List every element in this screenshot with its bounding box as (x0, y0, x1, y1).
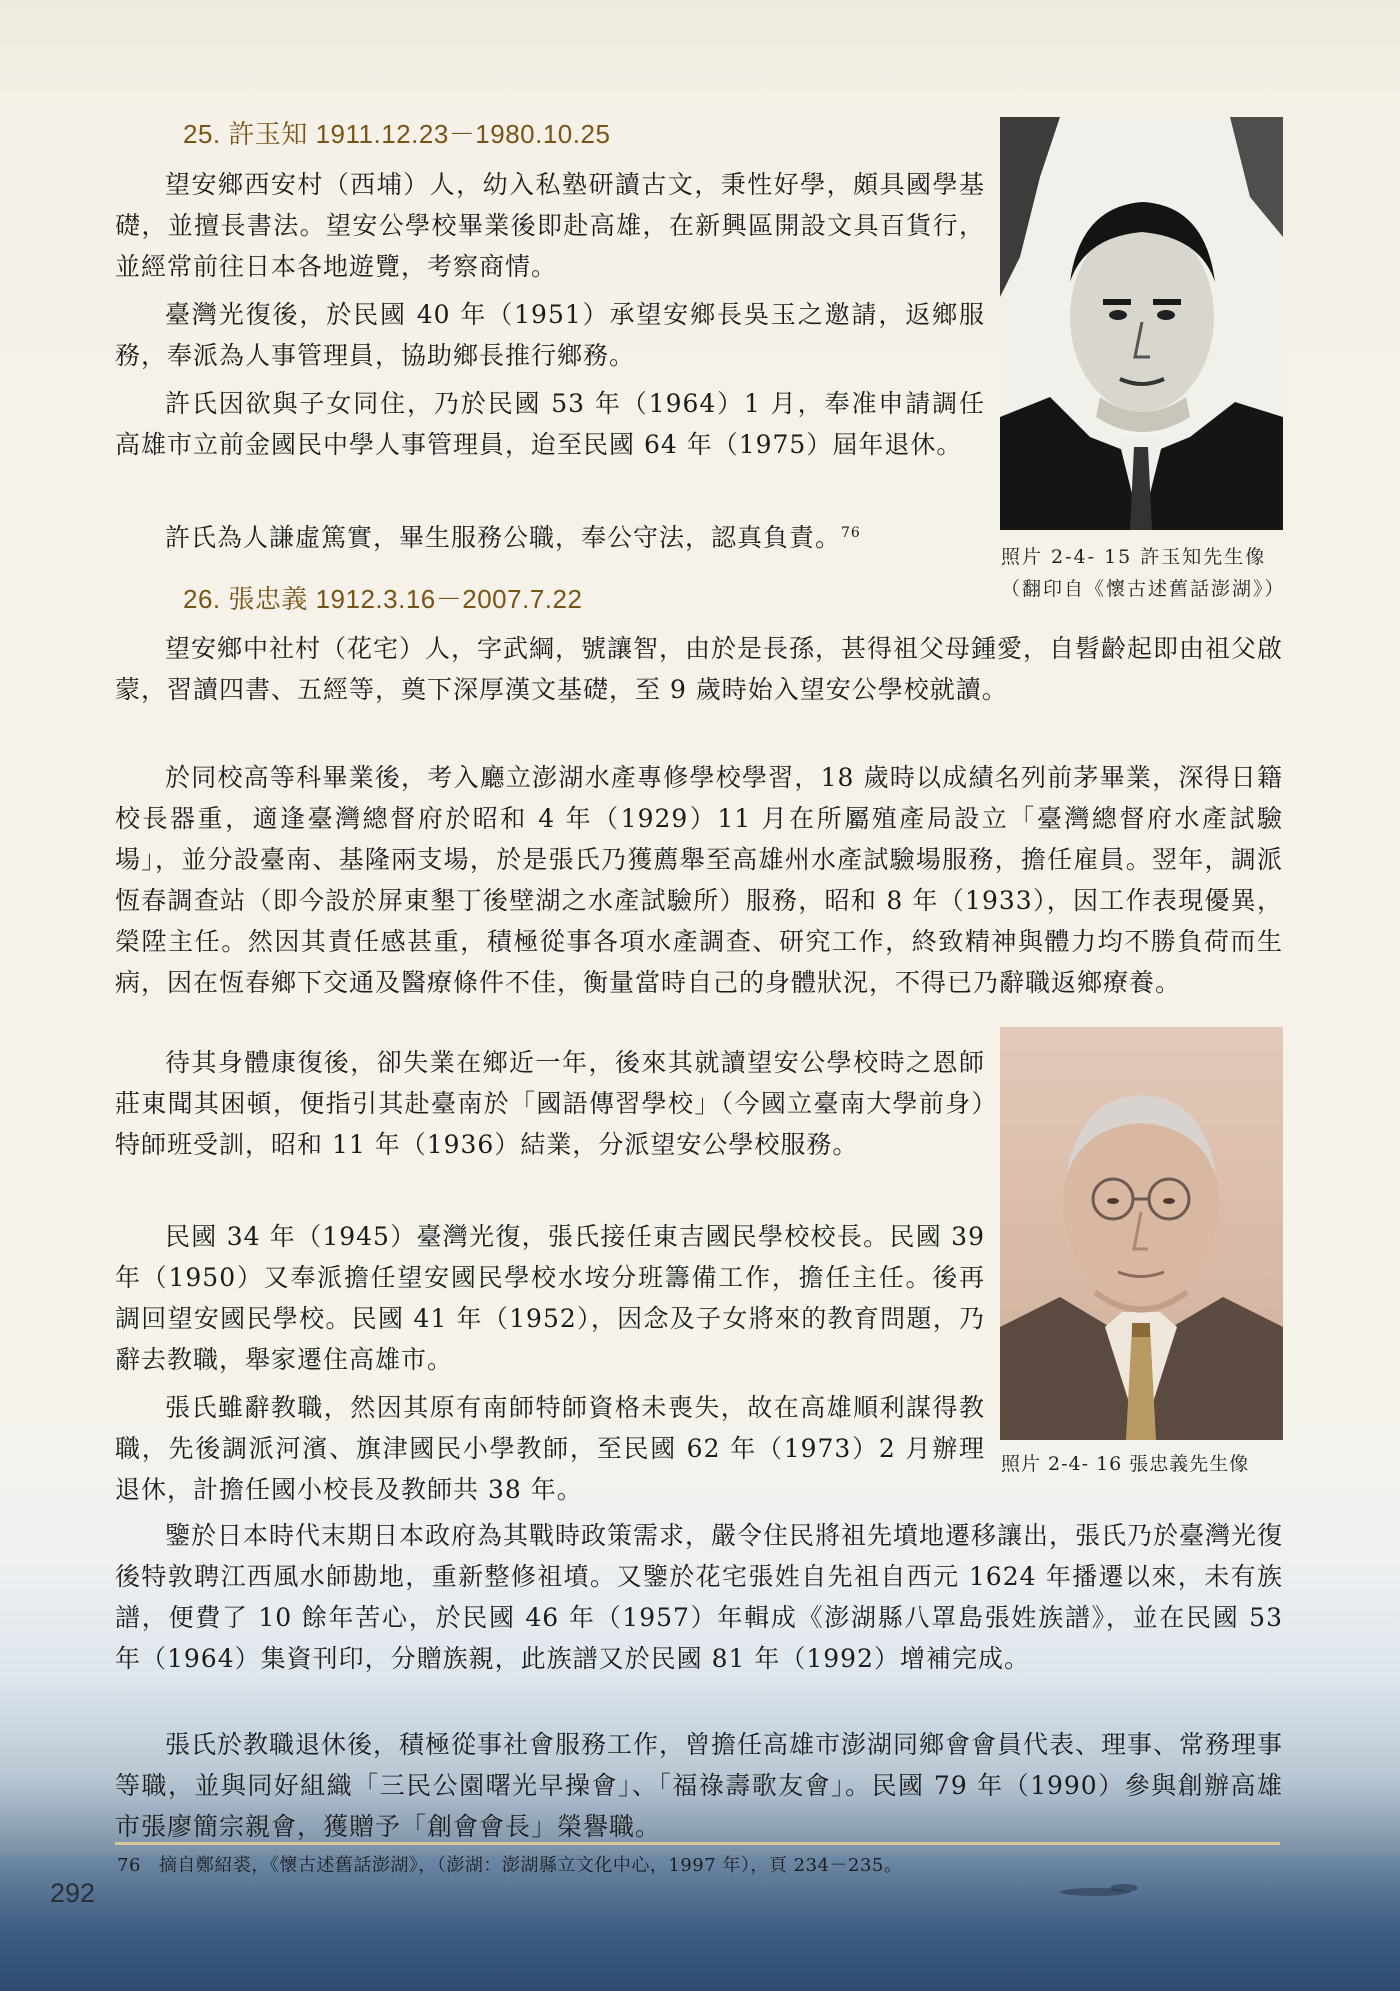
paragraph (115, 628, 1283, 710)
footnote (117, 1851, 902, 1877)
paragraph: 許氏因欲與子女同住，乃於民國 53 年（1964）1 月，奉准申請調任高雄市立前金國民中學人事管理員，迨至民國 64 年（1975）屆年退休。 (115, 389, 985, 459)
page-number: 292 (50, 1878, 96, 1908)
paragraph: 臺灣光復後，於民國 40 年（1951）承望安鄉長吳玉之邀請，返鄉服務，奉派為人事管理員，協助鄉長推行鄉務。 (115, 300, 985, 370)
footnote-divider (115, 1842, 1280, 1845)
section-title: 25. 許玉知 1911.12.23－1980.10.25 (183, 119, 611, 149)
portrait-photo-hsu (1000, 117, 1283, 530)
paragraph: 鑒於日本時代末期日本政府為其戰時政策需求，嚴令住民將祖先墳地遷移讓出，張氏乃於臺灣光復後特敦聘江西風水師勘地，重新整修祖墳。又鑒於花宅張姓自先祖自西元 1624 年播遷以來，未有族譜，便費了 10 餘年苦心，於民國 46 年（1957）年輯成《澎湖縣八罩島張姓族譜》，並在民國 53 年（1964）集資刊印，分贈族親，此族譜又於民國 81 年（1992）增補完成。 (115, 1521, 1284, 1673)
paragraph: 於同校高等科畢業後，考入廳立澎湖水產專修學校學習，18 歲時以成績名列前茅畢業，深得日籍校長器重，適逢臺灣總督府於昭和 4 年（1929）11 月在所屬殖產局設立「臺灣總督府水產試驗場」，並分設臺南、基隆兩支場，於是張氏乃獲薦舉至高雄州水產試驗場服務，擔任雇員。翌年，調派恆春調查站（即今設於屏東墾丁後壁湖之水產試驗所）服務，昭和 8 年（1933），因工作表現優異，榮陞主任。然因其責任感甚重，積極從事各項水產調查、研究工作，終致精神與體力均不勝負荷而生病，因在恆春鄉下交通及醫療條件不佳，衡量當時自己的身體狀況，不得已乃辭職返鄉療養。 (115, 763, 1283, 997)
paragraph (115, 517, 985, 558)
photo-caption: 照片 2-4- 16 張忠義先生像 (1001, 1453, 1250, 1475)
section-title: 26. 張忠義 1912.3.16－2007.7.22 (183, 584, 583, 614)
photo-caption: 照片 2-4- 15 許玉知先生像（翻印自《懷古述舊話澎湖》） (1001, 546, 1286, 600)
paragraph: 張氏於教職退休後，積極從事社會服務工作，曾擔任高雄市澎湖同鄉會會員代表、理事、常務理事等職，並與同好組織「三民公園曙光早操會」、「福祿壽歌友會」。民國 79 年（1990）參與創辦高雄市張廖簡宗親會，獲贈予「創會會長」榮譽職。 (115, 1730, 1284, 1841)
paragraph: 民國 34 年（1945）臺灣光復，張氏接任東吉國民學校校長。民國 39 年（1950）又奉派擔任望安國民學校水垵分班籌備工作，擔任主任。後再調回望安國民學校。民國 41 年（1952），因念及子女將來的教育問題，乃辭去教職，舉家遷住高雄市。 (115, 1222, 985, 1374)
paragraph-text: 許氏為人謙虛篤實，畢生服務公職，奉公守法，認真負責。 (165, 523, 842, 552)
paragraph: 待其身體康復後，卻失業在鄉近一年，後來其就讀望安公學校時之恩師莊東聞其困頓，便指引其赴臺南於「國語傳習學校」（今國立臺南大學前身）特師班受訓，昭和 11 年（1936）結業，分派望安公學校服務。 (115, 1048, 985, 1159)
rocks-decoration (1110, 1884, 1138, 1892)
paragraph: 望安鄉西安村（西埔）人，幼入私塾研讀古文，秉性好學，頗具國學基礎，並擅長書法。望安公學校畢業後即赴高雄，在新興區開設文具百貨行，並經常前往日本各地遊覽，考察商情。 (115, 170, 985, 281)
footnote-number: 76 (117, 1855, 141, 1876)
footnote-ref: 76 (841, 525, 861, 541)
portrait-photo-chang (1000, 1027, 1283, 1440)
footnote-text: 摘自鄭紹裘，《懷古述舊話澎湖》，（澎湖：澎湖縣立文化中心，1997 年），頁 234－235。 (158, 1855, 903, 1876)
paragraph-text: 望安鄉中社村（花宅）人，字武綱，號讓智，由於是長孫，甚得祖父母鍾愛，自髫齡起即由祖父啟蒙，習讀四書、五經等，奠下深厚漢文基礎，至 9 歲時始入望安公學校就讀。 (115, 634, 1284, 704)
paragraph: 張氏雖辭教職，然因其原有南師特師資格未喪失，故在高雄順利謀得教職，先後調派河濱、旗津國民小學教師，至民國 62 年（1973）2 月辦理退休，計擔任國小校長及教師共 38 年。 (115, 1393, 985, 1504)
